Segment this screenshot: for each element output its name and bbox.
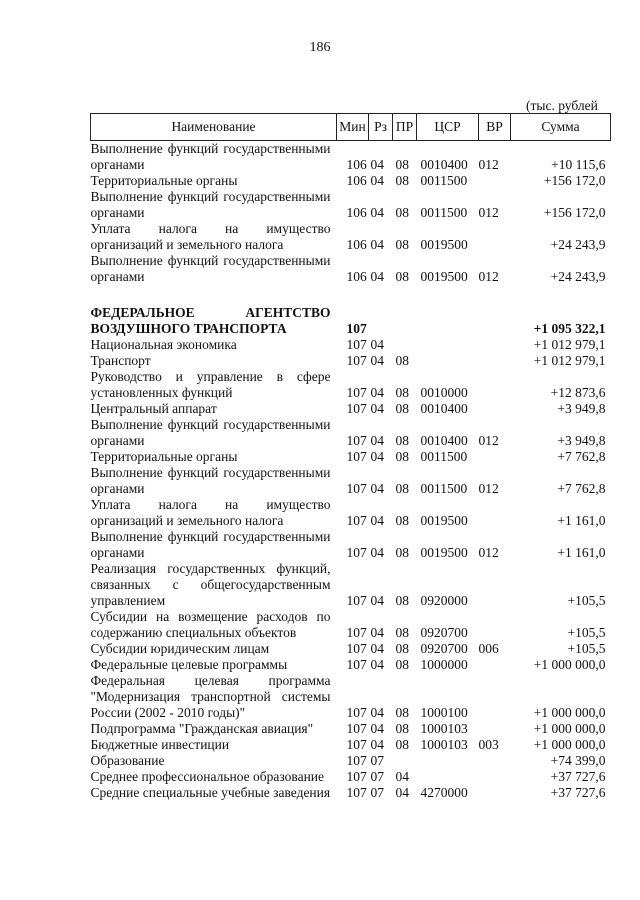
table-row: [91, 737, 611, 753]
cell-sum: +7 762,8: [557, 449, 606, 464]
cell-min: 106: [346, 205, 367, 220]
cell-pr: 08: [395, 737, 409, 752]
cell-csr: 0010400: [420, 157, 468, 172]
cell-sum: +1 000 000,0: [533, 721, 606, 736]
cell-pr: 08: [395, 173, 409, 188]
cell-csr: [417, 337, 479, 353]
cell-rz: 04: [370, 401, 384, 416]
cell-min: 107: [346, 657, 367, 672]
cell-vr: [479, 221, 511, 253]
page-number: 186: [309, 40, 331, 55]
table-row: [91, 657, 611, 673]
cell-pr: 08: [395, 269, 409, 284]
table-row: [91, 609, 611, 641]
cell-min: 107: [346, 785, 367, 800]
row-spacer: [91, 285, 611, 305]
cell-min: 107: [346, 737, 367, 752]
cell-pr: 08: [395, 353, 409, 368]
cell-pr: [393, 305, 417, 337]
cell-csr: 0011500: [420, 481, 468, 496]
cell-vr: [479, 753, 511, 769]
header-vr: ВР: [479, 114, 511, 141]
cell-vr: 006: [478, 641, 499, 656]
units-note: (тыс. рублей: [526, 98, 598, 113]
header-rz: Рз: [369, 114, 393, 141]
cell-min: 107: [346, 545, 367, 560]
table-header-row: [91, 114, 611, 141]
cell-min: 106: [346, 173, 367, 188]
cell-csr: 0019500: [420, 545, 468, 560]
cell-name: Бюджетные инвестиции: [90, 737, 230, 752]
cell-csr: 0920000: [420, 593, 468, 608]
cell-rz: 04: [370, 353, 384, 368]
cell-name: Среднее профессиональное образование: [90, 769, 325, 784]
table-row: [91, 769, 611, 785]
cell-pr: 08: [395, 481, 409, 496]
cell-name: Транспорт: [90, 353, 151, 368]
cell-sum: +3 949,8: [557, 401, 606, 416]
cell-pr: 08: [395, 385, 409, 400]
header-csr: ЦСР: [417, 114, 479, 141]
cell-rz: 04: [370, 481, 384, 496]
cell-rz: 04: [370, 641, 384, 656]
cell-sum: +156 172,0: [543, 205, 606, 220]
cell-rz: 04: [370, 269, 384, 284]
cell-pr: 08: [395, 545, 409, 560]
cell-rz: 07: [370, 753, 384, 768]
cell-rz: [369, 305, 393, 337]
cell-csr: [417, 305, 479, 337]
cell-pr: 08: [395, 401, 409, 416]
cell-csr: 0011500: [420, 205, 468, 220]
cell-vr: 003: [478, 737, 499, 752]
cell-vr: [479, 353, 511, 369]
cell-csr: 0019500: [420, 237, 468, 252]
cell-vr: 012: [478, 545, 499, 560]
cell-rz: 04: [370, 157, 384, 172]
cell-min: 107: [346, 705, 367, 720]
cell-name: Выполнение функций государственными органами: [90, 529, 331, 560]
header-sum: Сумма: [511, 114, 611, 141]
cell-name: Уплата налога на имущество организаций и земельного налога: [90, 497, 331, 528]
cell-min: 107: [346, 433, 367, 448]
table-row: [91, 673, 611, 721]
cell-csr: 0019500: [420, 269, 468, 284]
cell-sum: +74 399,0: [550, 753, 606, 768]
table-row: [91, 529, 611, 561]
cell-sum: +37 727,6: [550, 769, 606, 784]
table-row: [91, 641, 611, 657]
cell-min: 107: [346, 353, 367, 368]
cell-csr: 0019500: [420, 513, 468, 528]
cell-pr: 08: [395, 205, 409, 220]
cell-csr: 1000100: [420, 705, 468, 720]
cell-vr: [479, 609, 511, 641]
cell-sum: +7 762,8: [557, 481, 606, 496]
cell-sum: +1 012 979,1: [533, 353, 606, 368]
table-row: [91, 449, 611, 465]
cell-sum: +1 095 322,1: [533, 321, 606, 336]
cell-pr: [393, 753, 417, 769]
cell-min: 107: [346, 721, 367, 736]
cell-vr: [479, 673, 511, 721]
cell-vr: [479, 785, 511, 801]
cell-rz: 04: [370, 173, 384, 188]
table-row: [91, 253, 611, 285]
cell-name: Федеральная целевая программа "Модернизация транспортной системы России (2002 - 2010 годы)": [90, 673, 331, 720]
cell-csr: [417, 353, 479, 369]
table-row: [91, 141, 611, 174]
cell-csr: 0011500: [420, 449, 468, 464]
cell-name: Субсидии юридическим лицам: [90, 641, 270, 656]
cell-pr: 08: [395, 641, 409, 656]
cell-csr: 0920700: [420, 625, 468, 640]
cell-csr: 0010400: [420, 401, 468, 416]
cell-csr: 0010000: [420, 385, 468, 400]
cell-name: Средние специальные учебные заведения: [90, 785, 331, 800]
cell-min: 107: [346, 513, 367, 528]
cell-csr: 0920700: [420, 641, 468, 656]
cell-vr: 012: [478, 269, 499, 284]
cell-min: 106: [346, 237, 367, 252]
table-row: [91, 753, 611, 769]
table-row: [91, 785, 611, 801]
cell-name: Национальная экономика: [90, 337, 237, 352]
table-row: [91, 721, 611, 737]
cell-vr: 012: [478, 157, 499, 172]
table-row: [91, 465, 611, 497]
cell-vr: [479, 657, 511, 673]
cell-rz: 04: [370, 449, 384, 464]
cell-sum: +1 000 000,0: [533, 705, 606, 720]
cell-sum: +24 243,9: [550, 237, 606, 252]
cell-csr: [417, 753, 479, 769]
cell-name: Выполнение функций государственными органами: [90, 417, 331, 448]
cell-rz: 04: [370, 385, 384, 400]
cell-sum: +24 243,9: [550, 269, 606, 284]
cell-name: Руководство и управление в сфере установленных функций: [90, 369, 331, 400]
budget-table: [90, 113, 611, 801]
cell-csr: [417, 769, 479, 785]
cell-vr: 012: [478, 481, 499, 496]
table-row: [91, 189, 611, 221]
cell-vr: [479, 305, 511, 337]
cell-csr: 1000103: [420, 737, 468, 752]
cell-name: Федеральные целевые программы: [90, 657, 288, 672]
cell-sum: +156 172,0: [543, 173, 606, 188]
cell-sum: +37 727,6: [550, 785, 606, 800]
cell-min: 107: [346, 769, 367, 784]
cell-sum: +1 161,0: [557, 545, 606, 560]
cell-sum: +1 000 000,0: [533, 737, 606, 752]
cell-name: Территориальные органы: [90, 173, 238, 188]
table-row: [91, 221, 611, 253]
cell-rz: 04: [370, 205, 384, 220]
cell-pr: 08: [395, 237, 409, 252]
cell-name: Выполнение функций государственными органами: [90, 141, 331, 172]
cell-min: 107: [346, 337, 367, 352]
cell-name: Уплата налога на имущество организаций и земельного налога: [90, 221, 331, 252]
cell-pr: 08: [395, 157, 409, 172]
cell-sum: +1 000 000,0: [533, 657, 606, 672]
cell-rz: 04: [370, 737, 384, 752]
cell-name: ФЕДЕРАЛЬНОЕ АГЕНТСТВО ВОЗДУШНОГО ТРАНСПОРТА: [90, 305, 331, 336]
cell-csr: 0011500: [420, 173, 468, 188]
cell-sum: +1 161,0: [557, 513, 606, 528]
cell-name: Выполнение функций государственными органами: [90, 465, 331, 496]
cell-name: Выполнение функций государственными органами: [90, 189, 331, 220]
table-row: [91, 497, 611, 529]
cell-sum: +105,5: [567, 641, 606, 656]
cell-min: 107: [346, 401, 367, 416]
cell-name: Выполнение функций государственными органами: [90, 253, 331, 284]
header-pr: ПР: [393, 114, 417, 141]
cell-sum: +105,5: [567, 625, 606, 640]
cell-csr: 1000103: [420, 721, 468, 736]
cell-rz: 07: [370, 769, 384, 784]
header-name: Наименование: [91, 114, 337, 141]
cell-sum: +12 873,6: [550, 385, 606, 400]
cell-vr: [479, 369, 511, 401]
table-row: [91, 337, 611, 353]
cell-rz: 04: [370, 545, 384, 560]
cell-vr: 012: [478, 205, 499, 220]
cell-pr: 08: [395, 593, 409, 608]
cell-name: Территориальные органы: [90, 449, 238, 464]
cell-rz: 04: [370, 625, 384, 640]
cell-min: 106: [346, 157, 367, 172]
cell-min: 107: [346, 593, 367, 608]
cell-min: 106: [346, 269, 367, 284]
table-row: [91, 353, 611, 369]
cell-pr: 08: [395, 625, 409, 640]
cell-vr: [479, 337, 511, 353]
cell-vr: [479, 173, 511, 189]
cell-min: 107: [346, 321, 367, 336]
cell-rz: 04: [370, 337, 384, 352]
cell-sum: +105,5: [567, 593, 606, 608]
cell-vr: 012: [478, 433, 499, 448]
cell-rz: 04: [370, 237, 384, 252]
cell-min: 107: [346, 385, 367, 400]
cell-rz: 04: [370, 433, 384, 448]
cell-rz: 04: [370, 657, 384, 672]
cell-min: 107: [346, 641, 367, 656]
cell-name: Реализация государственных функций, связанных с общегосударственным управлением: [90, 561, 331, 608]
cell-vr: [479, 449, 511, 465]
cell-pr: 04: [395, 769, 409, 784]
cell-csr: 0010400: [420, 433, 468, 448]
cell-min: 107: [346, 625, 367, 640]
table-row: [91, 417, 611, 449]
table-row: [91, 173, 611, 189]
header-min: Мин: [337, 114, 369, 141]
table-row: [91, 369, 611, 401]
cell-min: 107: [346, 753, 367, 768]
cell-pr: 04: [395, 785, 409, 800]
cell-pr: 08: [395, 705, 409, 720]
cell-sum: +3 949,8: [557, 433, 606, 448]
cell-vr: [479, 721, 511, 737]
cell-rz: 04: [370, 705, 384, 720]
cell-pr: 08: [395, 721, 409, 736]
table-body: [91, 141, 611, 802]
cell-vr: [479, 561, 511, 609]
cell-pr: [393, 337, 417, 353]
cell-name: Субсидии на возмещение расходов по содержанию специальных объектов: [90, 609, 331, 640]
cell-vr: [479, 401, 511, 417]
cell-name: Подпрограмма "Гражданская авиация": [90, 721, 314, 736]
cell-pr: 08: [395, 513, 409, 528]
cell-sum: +10 115,6: [551, 157, 606, 172]
cell-vr: [479, 769, 511, 785]
cell-vr: [479, 497, 511, 529]
table-row: [91, 561, 611, 609]
cell-csr: 1000000: [420, 657, 468, 672]
cell-min: 107: [346, 481, 367, 496]
cell-pr: 08: [395, 433, 409, 448]
cell-rz: 04: [370, 721, 384, 736]
cell-rz: 04: [370, 593, 384, 608]
cell-rz: 07: [370, 785, 384, 800]
cell-pr: 08: [395, 449, 409, 464]
cell-min: 107: [346, 449, 367, 464]
table-row: [91, 305, 611, 337]
cell-sum: +1 012 979,1: [533, 337, 606, 352]
cell-name: Центральный аппарат: [90, 401, 217, 416]
cell-pr: 08: [395, 657, 409, 672]
cell-rz: 04: [370, 513, 384, 528]
table-row: [91, 401, 611, 417]
cell-name: Образование: [90, 753, 165, 768]
cell-csr: 4270000: [420, 785, 468, 800]
